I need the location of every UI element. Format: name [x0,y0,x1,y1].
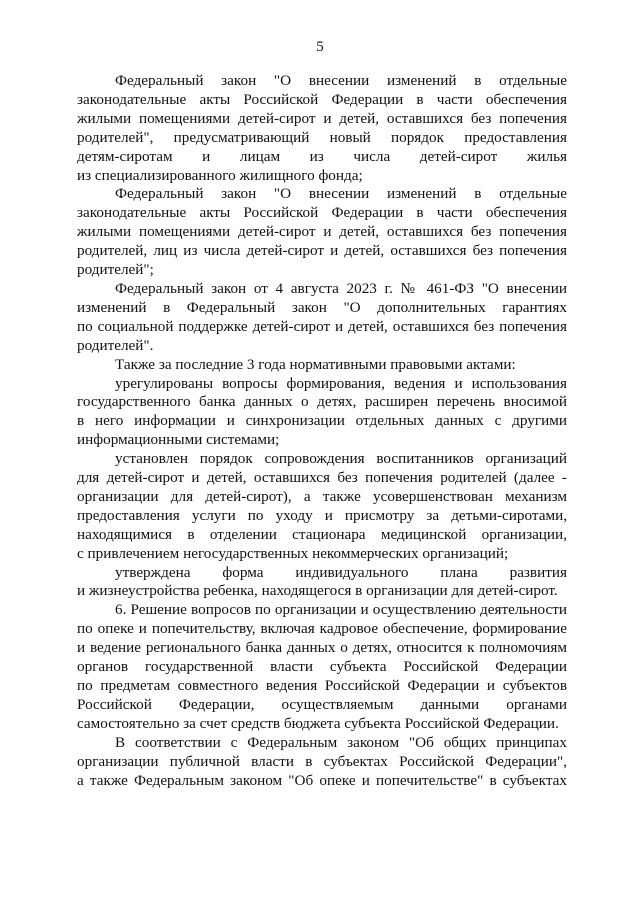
text-line: родителей"; [77,261,154,279]
text-line: государственного банка данных о детях, расширен перечень вносимой [77,393,567,411]
text-line: по предметам совместного ведения Российской Федерации и субъектов [77,677,567,694]
paragraph [77,564,567,602]
paragraph [77,280,567,356]
text-line: в него информации и синхронизации отдельных данных с другими [77,412,567,430]
paragraph [77,356,567,375]
document-body [77,72,567,790]
page-number: 5 [316,39,324,55]
text-line: урегулированы вопросы формирования, ведения и использования [115,374,567,392]
text-line: находящимися в отделении стационара медицинской организации, [77,525,567,543]
text-line: и жизнеустройства ребенка, находящегося в организации для детей-сирот. [77,582,558,600]
text-line: а также Федеральным законом "Об опеке и попечительстве" в субъектах [77,771,567,789]
text-line: утверждена форма индивидуального плана развития [115,563,567,581]
text-line: по опеке и попечительству, включая кадровое обеспечение, формирование [77,620,567,638]
text-line: родителей, лиц из числа детей-сирот и детей, оставшихся без попечения [77,242,567,260]
text-line: законодательные акты Российской Федерации в части обеспечения [77,204,567,222]
text-line: законодательные акты Российской Федерации в части обеспечения [77,90,567,108]
text-line: жилыми помещениями детей-сирот и детей, оставшихся без попечения [77,223,567,241]
text-line: Также за последние 3 года нормативными правовыми актами: [115,355,516,373]
text-line: по социальной поддержке детей-сирот и детей, оставшихся без попечения [77,317,567,335]
text-line: Федеральный закон "О внесении изменений в отдельные [115,72,567,89]
text-line: родителей", предусматривающий новый порядок предоставления [77,128,567,146]
text-line: детям-сиротам и лицам из числа детей-сирот жилья [77,147,567,165]
text-line: Федеральный закон "О внесении изменений в отдельные [115,185,567,203]
text-line: В соответствии с Федеральным законом "Об общих принципах [115,733,567,751]
text-line: предоставления услуги по уходу и присмотру за детьми-сиротами, [77,506,567,524]
text-line: для детей-сирот и детей, оставшихся без попечения родителей (далее - [77,469,567,487]
paragraph [77,375,567,451]
text-line: 6. Решение вопросов по организации и осуществлению деятельности [115,601,567,619]
paragraph [77,72,567,185]
text-line: жилыми помещениями детей-сирот и детей, оставшихся без попечения [77,109,567,127]
text-line: информационными системами; [77,431,280,449]
text-line: родителей". [77,336,154,354]
text-line: установлен порядок сопровождения воспитанников организаций [115,450,567,468]
text-line: Федеральный закон от 4 августа 2023 г. № 461-ФЗ "О внесении [115,279,567,297]
text-line: организации публичной власти в субъектах Российской Федерации", [77,752,567,770]
paragraph [77,450,567,563]
paragraph [77,601,567,733]
text-line: изменений в Федеральный закон "О дополнительных гарантиях [77,298,567,316]
text-line: самостоятельно за счет средств бюджета субъекта Российской Федерации. [77,714,559,732]
text-line: организации для детей-сирот), а также усовершенствован механизм [77,487,567,505]
text-line: органов государственной власти субъекта Российской Федерации [77,658,567,676]
text-line: с привлечением негосударственных некоммерческих организаций; [77,544,509,562]
text-line: Российской Федерации, осуществляемым данными органами [77,695,567,713]
text-line: из специализированного жилищного фонда; [77,166,363,184]
text-line: и ведение регионального банка данных о детях, относится к полномочиям [77,639,567,657]
paragraph [77,734,567,791]
paragraph [77,185,567,280]
